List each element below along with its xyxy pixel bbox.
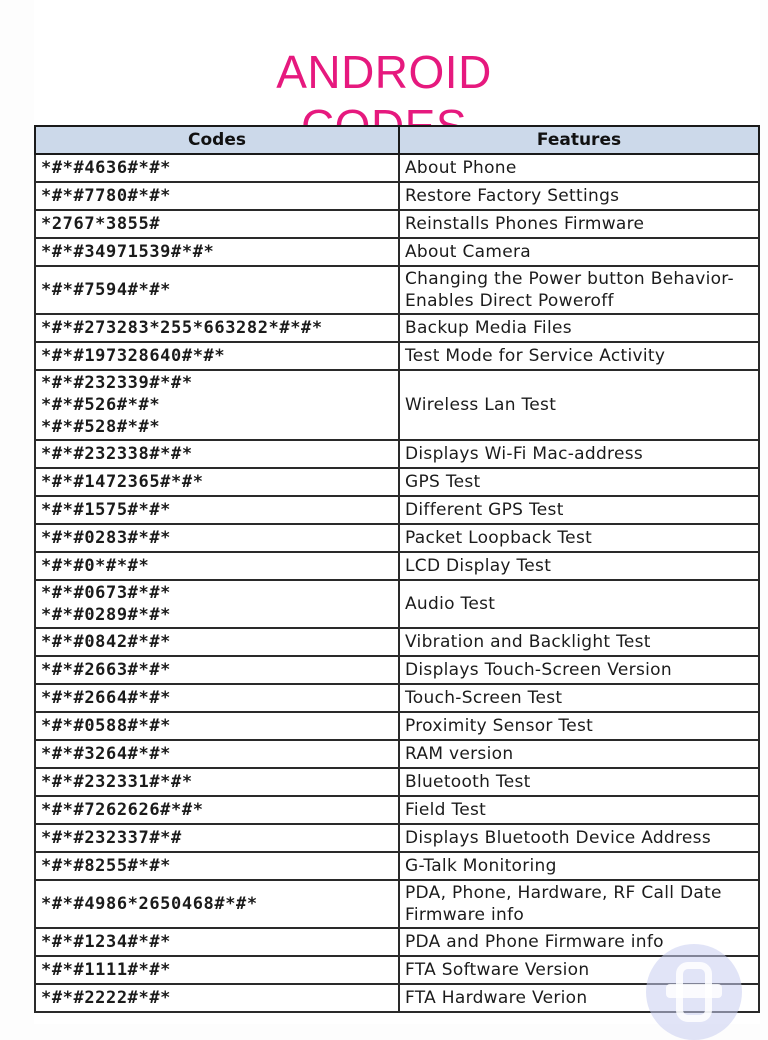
feature-cell: About Phone [399, 154, 759, 182]
code-cell: *#*#232337#*# [35, 824, 399, 852]
table-row [35, 266, 759, 314]
code-cell: *#*#7780#*#* [35, 182, 399, 210]
code-cell: *#*#1234#*#* [35, 928, 399, 956]
table-row [35, 314, 759, 342]
feature-cell: Field Test [399, 796, 759, 824]
feature-cell: Different GPS Test [399, 496, 759, 524]
feature-cell: Proximity Sensor Test [399, 712, 759, 740]
code-cell: *#*#232331#*#* [35, 768, 399, 796]
table-row [35, 468, 759, 496]
table-row [35, 656, 759, 684]
code-cell: *#*#1575#*#* [35, 496, 399, 524]
feature-cell: G-Talk Monitoring [399, 852, 759, 880]
feature-cell: Wireless Lan Test [399, 370, 759, 440]
table-row [35, 440, 759, 468]
code-cell: *#*#1111#*#* [35, 956, 399, 984]
watermark-logo-icon [646, 944, 742, 1040]
table-row [35, 712, 759, 740]
feature-cell: Packet Loopback Test [399, 524, 759, 552]
code-cell: *#*#7262626#*#* [35, 796, 399, 824]
table-row [35, 496, 759, 524]
table-row [35, 852, 759, 880]
feature-cell: Touch-Screen Test [399, 684, 759, 712]
code-cell: *#*#0588#*#* [35, 712, 399, 740]
title-line-1: ANDROID [276, 45, 492, 98]
table-row [35, 628, 759, 656]
code-cell: *#*#8255#*#* [35, 852, 399, 880]
codes-table [34, 125, 760, 1013]
feature-cell: LCD Display Test [399, 552, 759, 580]
table-row [35, 580, 759, 628]
feature-cell: Displays Bluetooth Device Address [399, 824, 759, 852]
code-cell: *#*#4636#*#* [35, 154, 399, 182]
table-row [35, 182, 759, 210]
code-cell: *#*#197328640#*#* [35, 342, 399, 370]
table-row [35, 552, 759, 580]
feature-cell: RAM version [399, 740, 759, 768]
code-cell: *#*#2663#*#* [35, 656, 399, 684]
code-cell: *#*#232338#*#* [35, 440, 399, 468]
code-cell: *#*#3264#*#* [35, 740, 399, 768]
table-row [35, 928, 759, 956]
table-row [35, 524, 759, 552]
table-row [35, 210, 759, 238]
code-cell: *#*#0283#*#* [35, 524, 399, 552]
feature-cell: Reinstalls Phones Firmware [399, 210, 759, 238]
code-cell: *#*#273283*255*663282*#*#* [35, 314, 399, 342]
feature-cell: Restore Factory Settings [399, 182, 759, 210]
table-row [35, 768, 759, 796]
code-cell: *#*#1472365#*#* [35, 468, 399, 496]
feature-cell: FTA Software Version [399, 956, 759, 984]
table-header-row [35, 126, 759, 154]
code-cell: *#*#0*#*#* [35, 552, 399, 580]
code-cell: *#*#2664#*#* [35, 684, 399, 712]
code-cell: *#*#0673#*#* *#*#0289#*#* [35, 580, 399, 628]
feature-cell: About Camera [399, 238, 759, 266]
code-cell: *#*#0842#*#* [35, 628, 399, 656]
code-cell: *2767*3855# [35, 210, 399, 238]
code-cell: *#*#232339#*#* *#*#526#*#* *#*#528#*#* [35, 370, 399, 440]
feature-cell: Bluetooth Test [399, 768, 759, 796]
feature-cell: Changing the Power button Behavior- Enables Direct Poweroff [399, 266, 759, 314]
feature-cell: GPS Test [399, 468, 759, 496]
table-row [35, 796, 759, 824]
table-row [35, 342, 759, 370]
header-features: Features [399, 126, 759, 154]
feature-cell: Test Mode for Service Activity [399, 342, 759, 370]
feature-cell: PDA and Phone Firmware info [399, 928, 759, 956]
code-cell: *#*#2222#*#* [35, 984, 399, 1012]
table-row [35, 154, 759, 182]
table-row [35, 238, 759, 266]
feature-cell: Displays Wi-Fi Mac-address [399, 440, 759, 468]
header-codes: Codes [35, 126, 399, 154]
code-cell: *#*#7594#*#* [35, 266, 399, 314]
feature-cell: PDA, Phone, Hardware, RF Call Date Firmware info [399, 880, 759, 928]
code-cell: *#*#4986*2650468#*#* [35, 880, 399, 928]
table-row [35, 880, 759, 928]
feature-cell: Vibration and Backlight Test [399, 628, 759, 656]
feature-cell: Backup Media Files [399, 314, 759, 342]
table-row [35, 684, 759, 712]
table-row [35, 740, 759, 768]
table-row [35, 824, 759, 852]
feature-cell: FTA Hardware Verion [399, 984, 759, 1012]
feature-cell: Displays Touch-Screen Version [399, 656, 759, 684]
table-row [35, 370, 759, 440]
code-cell: *#*#34971539#*#* [35, 238, 399, 266]
feature-cell: Audio Test [399, 580, 759, 628]
